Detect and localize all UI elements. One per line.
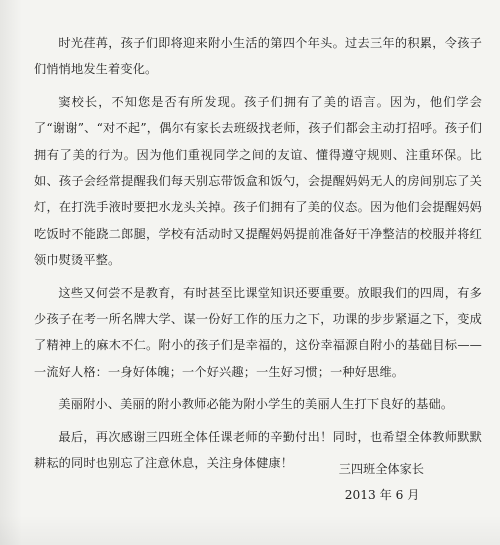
signature-signer: 三四班全体家长 (338, 462, 424, 476)
paragraph-beautiful-school: 美丽附小、美丽的附小教师必能为附小学生的美丽人生打下良好的基础。 (58, 397, 454, 412)
signature-block (339, 456, 424, 508)
paragraph-education: 这些又何尝不是教育，有时甚至比课堂知识还要重要。放眼我们的四周，有多少孩子在考一所名牌大学、谋一份好工作的压力之下，功课的步步紧逼之下，变成了精神上的麻木不仁。附小的孩子们是幸福的，这份幸福源自附小的基础目标——一流好人格：一身好体魄；一个好兴趣；一生好习惯；一种好思维。 (34, 285, 482, 379)
paragraph-children-changes: 窦校长，不知您是否有所发现。孩子们拥有了美的语言。因为，他们学会了“谢谢”、“对不起”，偶尔有家长去班级找老师，孩子们都会主动打招呼。孩子们拥有了美的行为。因为他们重视同学之间的友谊、懂得遵守规则、注重环保。比如、孩子会经常提醒我们每天别忘带饭盒和饭勺，会提醒妈妈无人的房间别忘了关灯，在打洗手液时要把水龙头关掉。孩子们拥有了美的仪态。因为他们会提醒妈妈吃饭时不能跷二郎腿，学校有活动时又提醒妈妈提前准备好干净整洁的校服并将红领巾熨烫平整。 (34, 94, 482, 268)
paragraph-closing-thanks: 最后，再次感谢三四班全体任课老师的辛勤付出！同时，也希望全体教师默默耕耘的同时也别忘了注意休息，关注身体健康！ (34, 429, 482, 471)
letter-body (34, 30, 482, 483)
signature-date: 2013 年 6 月 (344, 488, 420, 502)
paragraph-intro: 时光荏苒，孩子们即将迎来附小生活的第四个年头。过去三年的积累，令孩子们悄悄地发生着变化。 (34, 36, 482, 77)
